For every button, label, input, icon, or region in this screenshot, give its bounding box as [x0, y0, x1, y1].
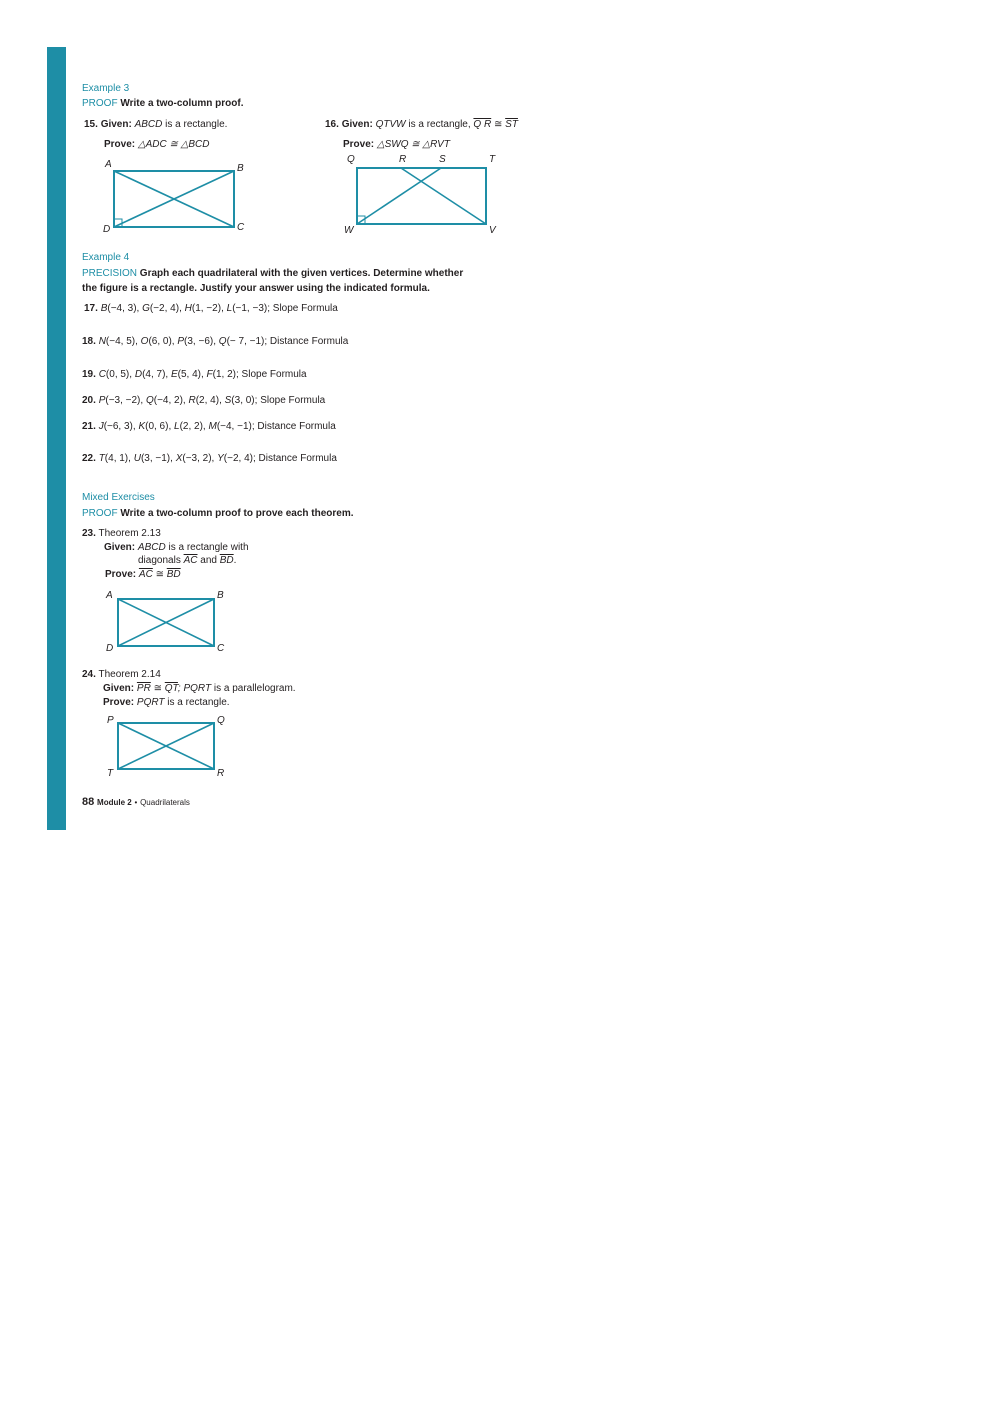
exercise-22: 22. T(4, 1), U(3, −1), X(−3, 2), Y(−2, 4); Distance Formula: [82, 453, 337, 464]
vertex-name: M: [208, 421, 217, 432]
vertex-coordinates: (0, 6): [145, 421, 169, 432]
vertex-name: R: [188, 395, 196, 406]
example4-instruction-line2: the figure is a rectangle. Justify your answer using the indicated formula.: [82, 283, 430, 294]
vertex-name: S: [224, 395, 232, 406]
vertex-name: D: [134, 369, 143, 380]
problem-24-prove: Prove: PQRT is a rectangle.: [103, 697, 230, 708]
vertex-coordinates: (1, −2): [191, 303, 222, 314]
module-title: Quadrilaterals: [140, 798, 190, 807]
vertex-name: P: [177, 336, 185, 347]
formula-name: ; Distance Formula: [251, 421, 336, 432]
label-t: T: [107, 768, 114, 779]
vertex-name: K: [138, 421, 146, 432]
vertex-name: Q: [145, 395, 154, 406]
vertex-name: Q: [218, 336, 227, 347]
exercise-number: 22.: [82, 453, 96, 464]
segment-sw: [357, 168, 441, 224]
instruction-text: Write a two-column proof.: [120, 98, 244, 109]
vertex-coordinates: (4, 1): [104, 453, 129, 464]
exercise-number: 21.: [82, 421, 96, 432]
vertex-name: N: [98, 336, 106, 347]
vertex-name: J: [98, 421, 104, 432]
vertex-name: X: [175, 453, 183, 464]
label-d: D: [103, 224, 111, 235]
exercise-20: 20. P(−3, −2), Q(−4, 2), R(2, 4), S(3, 0); Slope Formula: [82, 395, 326, 406]
diagonal-bd: [114, 171, 234, 227]
problem-23-given: Given: ABCD is a rectangle with: [104, 542, 249, 553]
mixed-instruction: PROOF Write a two-column proof to prove each theorem.: [82, 508, 354, 519]
problem-23-given-line2: diagonals $\overline{AC}$ and $\overline{BD}$.: [138, 555, 237, 566]
right-angle-mark: [357, 216, 365, 224]
vertex-coordinates: (−1, −3): [232, 303, 268, 314]
vertex-name: P: [98, 395, 106, 406]
label-r: R: [217, 768, 225, 779]
label-s: S: [439, 154, 446, 165]
exercise-19: 19. C(0, 5), D(4, 7), E(5, 4), F(1, 2); Slope Formula: [82, 369, 307, 380]
label-b: B: [237, 163, 244, 174]
proof-tag: PROOF: [82, 98, 118, 109]
problem-23-prove: Prove: $\overline{AC}$ ≅ $\overline{BD}$: [105, 569, 181, 580]
exercise-18: 18. N(−4, 5), O(6, 0), P(3, −6), Q(− 7, −1); Distance Formula: [82, 336, 349, 347]
segment-rv: [401, 168, 486, 224]
diagonal-bd: [118, 599, 214, 646]
label-a: A: [105, 159, 112, 170]
exercise-number: 20.: [82, 395, 96, 406]
mixed-exercises-heading: Mixed Exercises: [82, 492, 155, 503]
vertex-coordinates: (−3, 2): [182, 453, 212, 464]
label-t: T: [489, 154, 496, 165]
vertex-coordinates: (3, −1): [140, 453, 171, 464]
vertex-coordinates: (−2, 4): [223, 453, 253, 464]
vertex-name: C: [98, 369, 106, 380]
diagonal-qt: [118, 723, 214, 769]
label-d: D: [106, 643, 114, 654]
label-v: V: [489, 225, 496, 236]
example3-heading: Example 3: [82, 83, 130, 94]
vertex-coordinates: (2, 2): [179, 421, 203, 432]
vertex-name: H: [184, 303, 192, 314]
page-number: 88: [82, 796, 95, 808]
vertex-name: G: [142, 303, 150, 314]
vertex-name: L: [174, 421, 180, 432]
vertex-name: B: [100, 303, 108, 314]
vertex-name: T: [98, 453, 105, 464]
vertex-coordinates: (−3, −2): [105, 395, 141, 406]
example4-instruction-line1: PRECISION Graph each quadrilateral with the given vertices. Determine whether: [82, 268, 464, 279]
vertex-coordinates: (3, −6): [184, 336, 214, 347]
vertex-coordinates: (−4, 5): [105, 336, 136, 347]
vertex-coordinates: (−6, 3): [103, 421, 133, 432]
problem-24-given: Given: $\overline{PR}$ ≅ $\overline{QT}$; PQRT is a parallelogram.: [103, 683, 296, 694]
vertex-coordinates: (2, 4): [195, 395, 220, 406]
exercise-number: 17.: [84, 303, 98, 314]
proof-tag: PROOF: [82, 508, 118, 519]
module-name: Module 2: [97, 798, 132, 807]
label-c: C: [217, 643, 225, 654]
problem-24-theorem: 24. Theorem 2.14: [82, 669, 161, 680]
vertex-coordinates: (−4, 2): [153, 395, 183, 406]
formula-name: ; Distance Formula: [252, 453, 337, 464]
label-q: Q: [347, 154, 355, 165]
parallelogram-pqrt: [118, 723, 214, 769]
vertex-coordinates: (4, 7): [142, 369, 166, 380]
formula-name: ; Distance Formula: [264, 336, 349, 347]
vertex-coordinates: (3, 0): [231, 395, 255, 406]
rectangle-qtvw: [357, 168, 486, 224]
diagonal-ac: [114, 171, 234, 227]
example3-instruction: [82, 98, 244, 110]
problem-16-prove: Prove: △SWQ ≅ △RVT: [343, 139, 450, 150]
rectangle-abcd: [118, 599, 214, 646]
vertex-coordinates: (0, 5): [105, 369, 130, 380]
diagonal-ac: [118, 599, 214, 646]
exercise-number: 18.: [82, 336, 96, 347]
vertex-coordinates: (5, 4): [177, 369, 201, 380]
vertex-coordinates: (−4, −1): [216, 421, 252, 432]
diagonal-pr: [118, 723, 214, 769]
label-p: P: [107, 715, 114, 726]
label-c: C: [237, 222, 245, 233]
page-side-bar: [47, 47, 66, 830]
problem-15-given: 15. Given: ABCD is a rectangle.: [84, 119, 228, 130]
problem-23-theorem: 23. Theorem 2.13: [82, 528, 161, 539]
vertex-name: O: [140, 336, 149, 347]
precision-tag: PRECISION: [82, 268, 138, 279]
page-footer: 88 Module 2 • Quadrilaterals: [82, 796, 190, 808]
label-a: A: [106, 590, 113, 601]
vertex-name: Y: [217, 453, 224, 464]
example4-heading: Example 4: [82, 252, 130, 263]
vertex-name: L: [226, 303, 233, 314]
exercise-21: 21. J(−6, 3), K(0, 6), L(2, 2), M(−4, −1); Distance Formula: [82, 421, 336, 432]
vertex-name: U: [133, 453, 141, 464]
vertex-name: F: [206, 369, 213, 380]
label-b: B: [217, 590, 224, 601]
rectangle-abcd: [114, 171, 234, 227]
vertex-coordinates: (−4, 3): [107, 303, 137, 314]
vertex-coordinates: (−2, 4): [149, 303, 180, 314]
formula-name: ; Slope Formula: [254, 395, 326, 406]
exercise-17: 17. B(−4, 3), G(−2, 4), H(1, −2), L(−1, −3); Slope Formula: [84, 303, 338, 314]
label-q: Q: [217, 715, 225, 726]
formula-name: ; Slope Formula: [267, 303, 338, 314]
vertex-coordinates: (− 7, −1): [226, 336, 265, 347]
right-angle-mark: [114, 219, 122, 227]
vertex-name: E: [170, 369, 178, 380]
exercise-number: 19.: [82, 369, 96, 380]
problem-15-prove: Prove: △ADC ≅ △BCD: [104, 139, 210, 150]
formula-name: ; Slope Formula: [236, 369, 307, 380]
label-r: R: [399, 154, 407, 165]
label-w: W: [344, 225, 354, 236]
vertex-coordinates: (1, 2): [212, 369, 236, 380]
problem-16-given: 16. Given: QTVW is a rectangle, Q R ≅ $\overline{ST}$: [325, 119, 518, 130]
vertex-coordinates: (6, 0): [148, 336, 172, 347]
